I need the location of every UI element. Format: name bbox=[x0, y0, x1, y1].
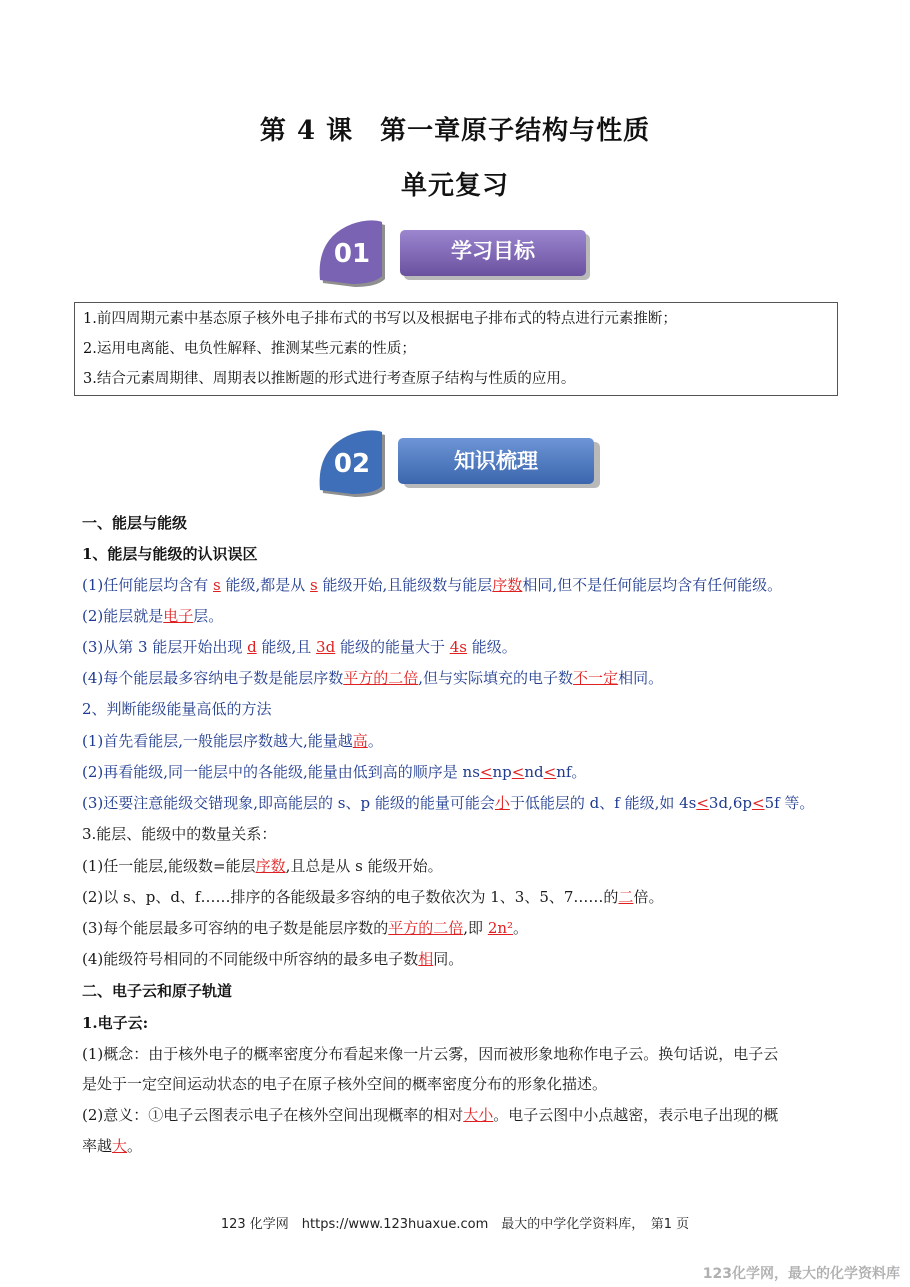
section-label-knowledge: 知识梳理 bbox=[454, 449, 538, 473]
goal-item: 1.前四周期元素中基态原子核外电子排布式的书写以及根据电子排布式的特点进行元素推断； bbox=[83, 311, 677, 327]
heading-electron-cloud: 二、电子云和原子轨道 bbox=[82, 982, 233, 1000]
subheading-electron-cloud: 1.电子云: bbox=[82, 1014, 149, 1032]
text-line: (1)首先看能层,一般能层序数越大,能量越高。 bbox=[82, 732, 383, 750]
page-title: 第 4 课 第一章原子结构与性质 bbox=[259, 116, 651, 146]
text-line: 率越大。 bbox=[82, 1137, 143, 1155]
text-line: 是处于一定空间运动状态的电子在原子核外空间的概率密度分布的形象化描述。 bbox=[82, 1075, 608, 1093]
text-line: (2)再看能级,同一能层中的各能级,能量由低到高的顺序是 ns<np<nd<nf。 bbox=[82, 763, 587, 781]
text-line: (1)任一能层,能级数=能层序数,且总是从 s 能级开始。 bbox=[82, 857, 443, 875]
page-footer: 123 化学网 https://www.123huaxue.com 最大的中学化学资料库， 第1 页 bbox=[220, 1217, 690, 1232]
section-number-02: 02 bbox=[333, 449, 371, 479]
section-badge-knowledge bbox=[312, 428, 607, 498]
text-line: (3)还要注意能级交错现象,即高能层的 s、p 能级的能量可能会小于低能层的 d、f 能级,如 4s<3d,6p<5f 等。 bbox=[82, 794, 815, 812]
goal-item: 3.结合元素周期律、周期表以推断题的形式进行考查原子结构与性质的应用。 bbox=[83, 371, 576, 387]
subheading-quantity-relations: 3.能层、能级中的数量关系： bbox=[82, 825, 277, 843]
section-badge-goals bbox=[312, 218, 597, 288]
text-line: (3)从第 3 能层开始出现 d 能级,且 3d 能级的能量大于 4s 能级。 bbox=[82, 638, 517, 656]
subheading-misconceptions: 1、能层与能级的认识误区 bbox=[82, 545, 258, 563]
text-line: (1)任何能层均含有 s 能级,都是从 s 能级开始,且能级数与能层序数相同,但不是任何能层均含有任何能级。 bbox=[82, 576, 783, 594]
text-line: (4)能级符号相同的不同能级中所容纳的最多电子数相同。 bbox=[82, 950, 464, 968]
text-line: (4)每个能层最多容纳电子数是能层序数平方的二倍,但与实际填充的电子数不一定相同。 bbox=[82, 669, 664, 687]
text-line: (2)能层就是电子层。 bbox=[82, 607, 224, 625]
heading-energy-levels: 一、能层与能级 bbox=[82, 514, 188, 532]
text-line: (2)以 s、p、d、f……排序的各能级最多容纳的电子数依次为 1、3、5、7……的二倍。 bbox=[82, 888, 664, 906]
page-subtitle: 单元复习 bbox=[400, 171, 509, 201]
section-label-goals: 学习目标 bbox=[451, 239, 535, 263]
goal-item: 2.运用电离能、电负性解释、推测某些元素的性质； bbox=[83, 341, 416, 357]
subheading-energy-order: 2、判断能级能量高低的方法 bbox=[82, 700, 272, 718]
goals-box bbox=[74, 302, 838, 396]
section-number-01: 01 bbox=[333, 239, 371, 269]
watermark: 123化学网，最大的化学资料库 bbox=[702, 1266, 900, 1282]
text-line: (3)每个能层最多可容纳的电子数是能层序数的平方的二倍,即 2n²。 bbox=[82, 919, 529, 937]
text-line: (2)意义：①电子云图表示电子在核外空间出现概率的相对大小。电子云图中小点越密，表示电子出现的概 bbox=[82, 1106, 779, 1124]
text-line: (1)概念：由于核外电子的概率密度分布看起来像一片云雾，因而被形象地称作电子云。换句话说，电子云 bbox=[82, 1045, 779, 1063]
